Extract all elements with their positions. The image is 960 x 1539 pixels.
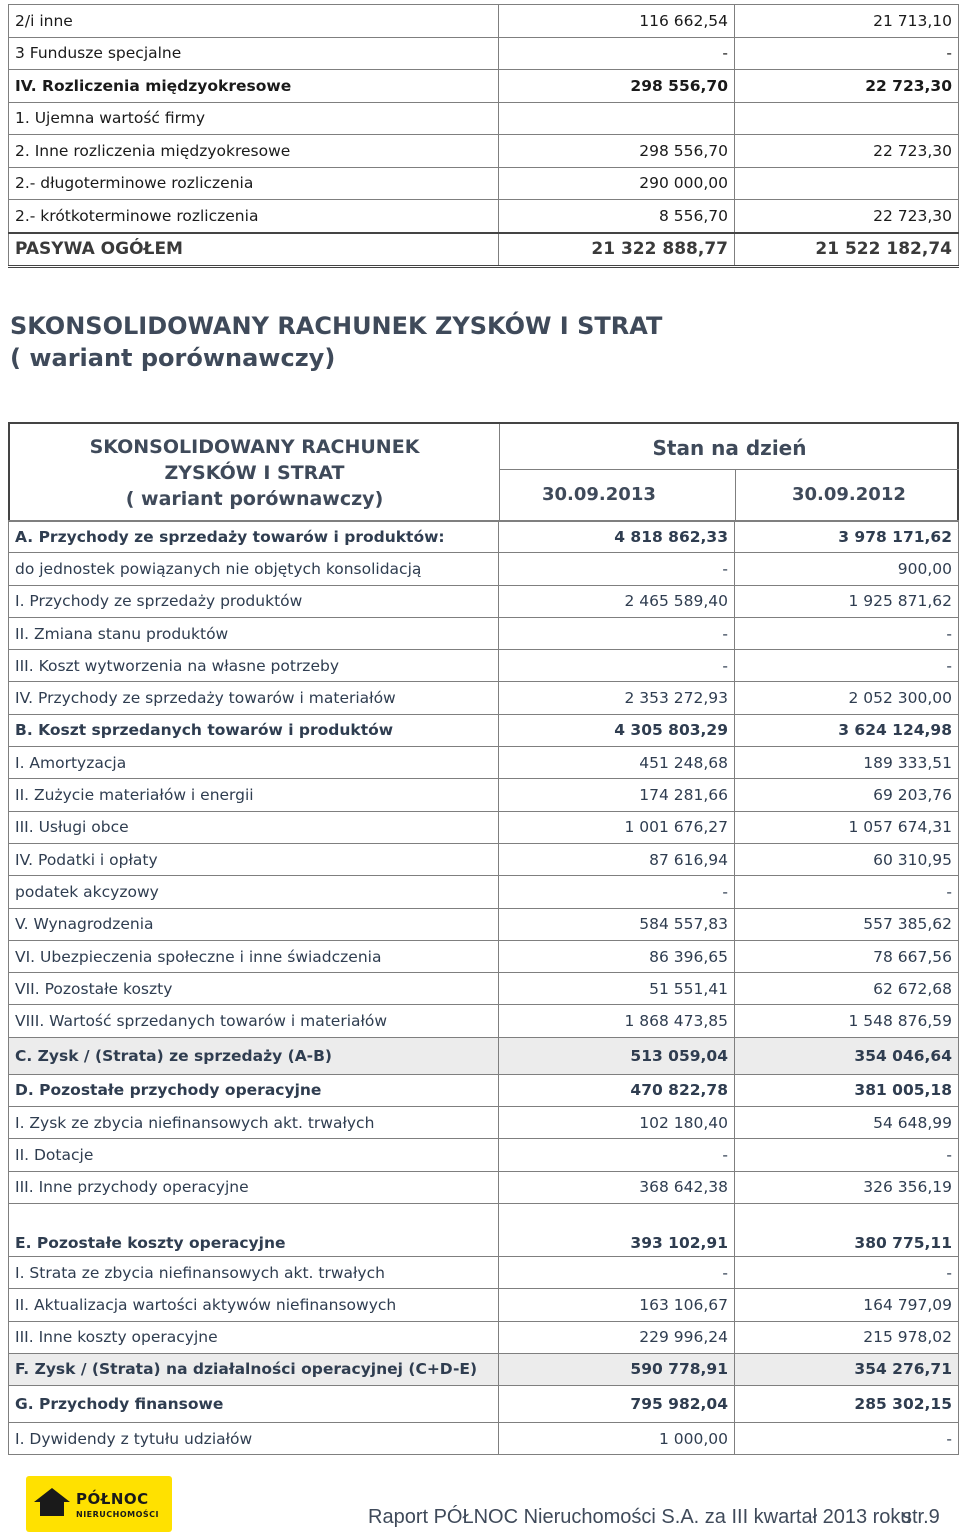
- table-row: [9, 135, 959, 168]
- row-label: 2. Inne rozliczenia międzyokresowe: [9, 135, 499, 168]
- value-2013: -: [499, 37, 735, 70]
- house-icon: [34, 1488, 70, 1502]
- value-2012: 3 624 124,98: [735, 714, 959, 746]
- table-row: [9, 1386, 959, 1423]
- header-date-2013: 30.09.2013: [500, 470, 736, 522]
- value-2013: 116 662,54: [499, 5, 735, 38]
- value-2012: 381 005,18: [735, 1074, 959, 1106]
- row-label: 2.- długoterminowe rozliczenia: [9, 167, 499, 200]
- row-label: I. Dywidendy z tytułu udziałów: [9, 1423, 499, 1455]
- row-label: G. Przychody finansowe: [9, 1386, 499, 1423]
- row-label: III. Koszt wytworzenia na własne potrzeby: [9, 650, 499, 682]
- row-label: I. Amortyzacja: [9, 747, 499, 779]
- row-label: VI. Ubezpieczenia społeczne i inne świadczenia: [9, 940, 499, 972]
- table-row: [9, 908, 959, 940]
- value-2012: 22 723,30: [735, 70, 959, 103]
- value-2013: 229 996,24: [499, 1321, 735, 1353]
- table-row: [9, 973, 959, 1005]
- value-2012: 78 667,56: [735, 940, 959, 972]
- value-2013: 87 616,94: [499, 843, 735, 875]
- total-label: PASYWA OGÓŁEM: [9, 233, 499, 267]
- table-row: [9, 779, 959, 811]
- row-label: A. Przychody ze sprzedaży towarów i produktów:: [9, 521, 499, 553]
- row-label: III. Inne przychody operacyjne: [9, 1171, 499, 1203]
- value-2013: 1 001 676,27: [499, 811, 735, 843]
- logo-name: PÓŁNOC: [76, 1490, 149, 1508]
- row-label: II. Zmiana stanu produktów: [9, 617, 499, 649]
- total-2013: 21 322 888,77: [499, 233, 735, 267]
- table-row: [9, 714, 959, 746]
- value-2013: -: [499, 1139, 735, 1171]
- table-row: [9, 1321, 959, 1353]
- table-row: [9, 5, 959, 38]
- value-2012: 3 978 171,62: [735, 521, 959, 553]
- header-date-2012: 30.09.2012: [792, 484, 906, 505]
- header-statement-name: [10, 424, 500, 521]
- logo-sub: NIERUCHOMOŚCI: [76, 1510, 160, 1519]
- row-label: 2.- krótkoterminowe rozliczenia: [9, 200, 499, 233]
- row-label: B. Koszt sprzedanych towarów i produktów: [9, 714, 499, 746]
- value-2012: -: [735, 617, 959, 649]
- value-2013: -: [499, 553, 735, 585]
- value-2013: -: [499, 876, 735, 908]
- row-label: II. Aktualizacja wartości aktywów niefinansowych: [9, 1289, 499, 1321]
- value-2013: 1 000,00: [499, 1423, 735, 1455]
- value-2012: -: [735, 876, 959, 908]
- value-2013: 8 556,70: [499, 200, 735, 233]
- value-2013: 51 551,41: [499, 973, 735, 1005]
- value-2012: [735, 102, 959, 135]
- value-2013: 2 465 589,40: [499, 585, 735, 617]
- value-2012: [735, 167, 959, 200]
- row-label: 1. Ujemna wartość firmy: [9, 102, 499, 135]
- row-label: E. Pozostałe koszty operacyjne: [9, 1203, 499, 1256]
- header-line2: ZYSKÓW I STRAT: [164, 462, 345, 484]
- value-2012: 1 548 876,59: [735, 1005, 959, 1037]
- table-row: [9, 585, 959, 617]
- table-row: [9, 553, 959, 585]
- house-base: [40, 1502, 64, 1516]
- balance-sheet-table: [8, 4, 959, 268]
- row-label: F. Zysk / (Strata) na działalności operacyjnej (C+D-E): [9, 1353, 499, 1385]
- table-row: [9, 1139, 959, 1171]
- value-2013: 298 556,70: [499, 70, 735, 103]
- row-label: VII. Pozostałe koszty: [9, 973, 499, 1005]
- total-2012: 21 522 182,74: [735, 233, 959, 267]
- value-2012: 22 723,30: [735, 135, 959, 168]
- row-label: II. Dotacje: [9, 1139, 499, 1171]
- table-row: [9, 1005, 959, 1037]
- row-label: podatek akcyzowy: [9, 876, 499, 908]
- value-2013: 163 106,67: [499, 1289, 735, 1321]
- table-row: [9, 1107, 959, 1139]
- row-label: C. Zysk / (Strata) ze sprzedaży (A-B): [9, 1037, 499, 1074]
- row-label: I. Zysk ze zbycia niefinansowych akt. trwałych: [9, 1107, 499, 1139]
- table-row: [9, 617, 959, 649]
- row-label: 2/i inne: [9, 5, 499, 38]
- page-number: str.9: [902, 1506, 940, 1528]
- row-label: 3 Fundusze specjalne: [9, 37, 499, 70]
- value-2012: 557 385,62: [735, 908, 959, 940]
- table-row: [9, 682, 959, 714]
- row-label: D. Pozostałe przychody operacyjne: [9, 1074, 499, 1106]
- value-2012: 354 276,71: [735, 1353, 959, 1385]
- value-2013: 174 281,66: [499, 779, 735, 811]
- table-row: [9, 843, 959, 875]
- value-2013: -: [499, 650, 735, 682]
- value-2013: 584 557,83: [499, 908, 735, 940]
- value-2013: -: [499, 1256, 735, 1288]
- table-row: [9, 102, 959, 135]
- page-footer: [0, 1470, 960, 1539]
- table-row: [9, 1289, 959, 1321]
- row-label: IV. Podatki i opłaty: [9, 843, 499, 875]
- company-logo: [26, 1476, 172, 1532]
- table-row: [9, 70, 959, 103]
- value-2012: 285 302,15: [735, 1386, 959, 1423]
- table-row: [9, 876, 959, 908]
- value-2012: -: [735, 37, 959, 70]
- row-label: do jednostek powiązanych nie objętych konsolidacją: [9, 553, 499, 585]
- value-2012: 354 046,64: [735, 1037, 959, 1074]
- income-statement-header: [8, 422, 959, 522]
- value-2013: 470 822,78: [499, 1074, 735, 1106]
- table-row: [9, 1423, 959, 1455]
- value-2013: 795 982,04: [499, 1386, 735, 1423]
- table-row: [9, 167, 959, 200]
- value-2012: 164 797,09: [735, 1289, 959, 1321]
- section-title-line1: SKONSOLIDOWANY RACHUNEK ZYSKÓW I STRAT: [10, 312, 663, 340]
- row-label: I. Przychody ze sprzedaży produktów: [9, 585, 499, 617]
- table-row: [9, 200, 959, 233]
- table-row: [9, 940, 959, 972]
- value-2013: 451 248,68: [499, 747, 735, 779]
- table-row: [9, 521, 959, 553]
- value-2012: 69 203,76: [735, 779, 959, 811]
- table-row: [9, 1074, 959, 1106]
- value-2012: 22 723,30: [735, 200, 959, 233]
- table-row: [9, 811, 959, 843]
- value-2013: 2 353 272,93: [499, 682, 735, 714]
- table-row: [9, 1037, 959, 1074]
- row-label: IV. Rozliczenia międzyokresowe: [9, 70, 499, 103]
- section-title: [10, 310, 662, 374]
- value-2013: 86 396,65: [499, 940, 735, 972]
- table-row: [9, 1353, 959, 1385]
- value-2012: 189 333,51: [735, 747, 959, 779]
- value-2013: -: [499, 617, 735, 649]
- value-2013: 290 000,00: [499, 167, 735, 200]
- value-2012: 2 052 300,00: [735, 682, 959, 714]
- header-line3: ( wariant porównawczy): [125, 488, 384, 510]
- row-label: III. Inne koszty operacyjne: [9, 1321, 499, 1353]
- value-2012: 900,00: [735, 553, 959, 585]
- table-row: [9, 1256, 959, 1288]
- value-2012: 1 057 674,31: [735, 811, 959, 843]
- value-2013: 4 818 862,33: [499, 521, 735, 553]
- row-label: VIII. Wartość sprzedanych towarów i materiałów: [9, 1005, 499, 1037]
- table-row: [9, 747, 959, 779]
- value-2012: -: [735, 1256, 959, 1288]
- value-2013: 298 556,70: [499, 135, 735, 168]
- row-label: II. Zużycie materiałów i energii: [9, 779, 499, 811]
- value-2012: 1 925 871,62: [735, 585, 959, 617]
- value-2013: 590 778,91: [499, 1353, 735, 1385]
- table-row: [9, 1203, 959, 1256]
- header-line1: SKONSOLIDOWANY RACHUNEK: [89, 436, 420, 458]
- table-row: [9, 1171, 959, 1203]
- section-title-line2: ( wariant porównawczy): [10, 344, 336, 372]
- value-2013: 368 642,38: [499, 1171, 735, 1203]
- value-2012: -: [735, 1139, 959, 1171]
- report-title: Raport PÓŁNOC Nieruchomości S.A. za III kwartał 2013 roku: [368, 1506, 912, 1528]
- value-2013: 1 868 473,85: [499, 1005, 735, 1037]
- value-2013: 4 305 803,29: [499, 714, 735, 746]
- row-label: I. Strata ze zbycia niefinansowych akt. trwałych: [9, 1256, 499, 1288]
- header-stan-na-dzien: Stan na dzień: [500, 424, 959, 470]
- value-2013: 102 180,40: [499, 1107, 735, 1139]
- row-label: III. Usługi obce: [9, 811, 499, 843]
- row-label: IV. Przychody ze sprzedaży towarów i materiałów: [9, 682, 499, 714]
- value-2012: -: [735, 1423, 959, 1455]
- table-row: [9, 650, 959, 682]
- row-label: V. Wynagrodzenia: [9, 908, 499, 940]
- income-statement-table: [8, 520, 959, 1455]
- value-2013: [499, 102, 735, 135]
- value-2012: 380 775,11: [735, 1203, 959, 1256]
- value-2012: 21 713,10: [735, 5, 959, 38]
- value-2013: 513 059,04: [499, 1037, 735, 1074]
- value-2012: 62 672,68: [735, 973, 959, 1005]
- value-2012: 54 648,99: [735, 1107, 959, 1139]
- value-2012: 326 356,19: [735, 1171, 959, 1203]
- value-2013: 393 102,91: [499, 1203, 735, 1256]
- value-2012: -: [735, 650, 959, 682]
- value-2012: 60 310,95: [735, 843, 959, 875]
- total-row: [9, 233, 959, 267]
- table-row: [9, 37, 959, 70]
- value-2012: 215 978,02: [735, 1321, 959, 1353]
